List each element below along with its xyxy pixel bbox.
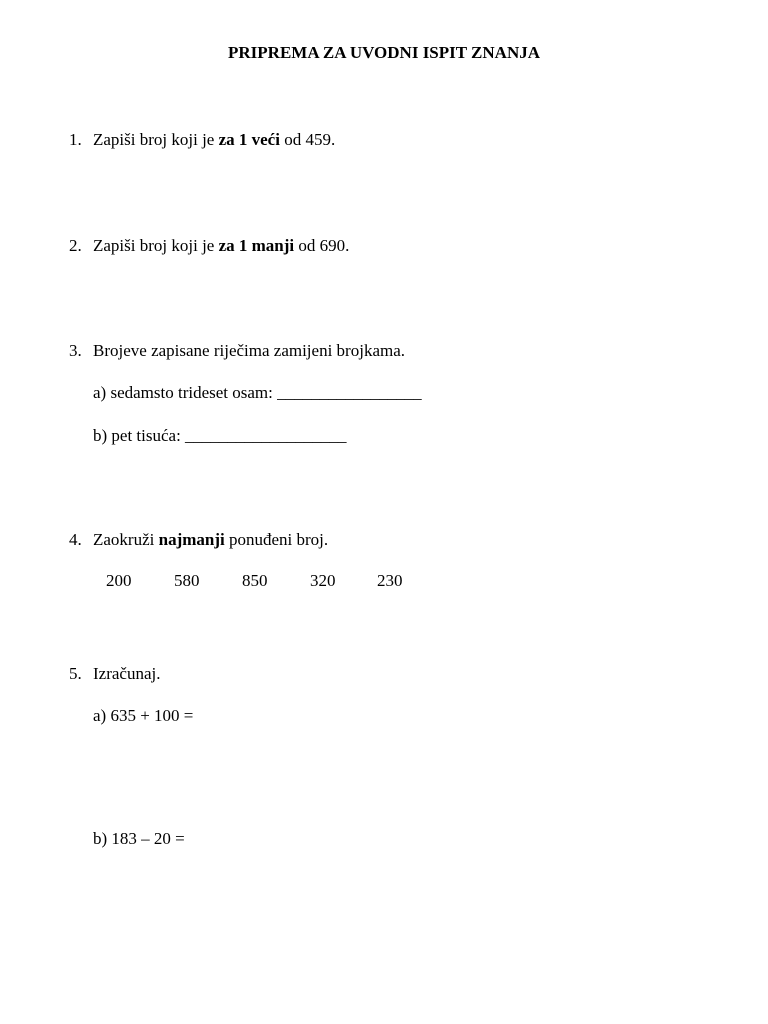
question-2-number: 2. xyxy=(69,236,82,255)
question-4-number: 4. xyxy=(69,530,82,549)
question-3a-line: a) sedamsto trideset osam: _________________ xyxy=(93,383,422,402)
question-3b-line: b) pet tisuća: ___________________ xyxy=(93,426,347,445)
question-2-text xyxy=(93,237,349,254)
choice-number: 200 xyxy=(106,571,132,590)
question-1-number: 1. xyxy=(69,130,82,149)
choice-number: 230 xyxy=(377,571,403,590)
question-2-text-start: Zapiši broj koji je xyxy=(93,236,219,255)
question-5b-line: b) 183 – 20 = xyxy=(93,829,185,848)
choice-number: 320 xyxy=(310,571,336,590)
question-3-number: 3. xyxy=(69,341,82,360)
question-1-text-start: Zapiši broj koji je xyxy=(93,130,219,149)
choice-number: 580 xyxy=(174,571,200,590)
question-1-emphasis: za 1 veći xyxy=(218,130,280,149)
question-5-number: 5. xyxy=(69,664,82,683)
question-2-emphasis: za 1 manji xyxy=(218,236,295,255)
question-4-text xyxy=(93,531,328,548)
question-1-text xyxy=(93,131,335,148)
question-2-text-end: od 690. xyxy=(294,236,350,255)
question-4-text-start: Zaokruži xyxy=(93,530,159,549)
question-5-text: Izračunaj. xyxy=(93,664,161,683)
question-4-emphasis: najmanji xyxy=(158,530,225,549)
question-3-text: Brojeve zapisane riječima zamijeni brojkama. xyxy=(93,341,406,360)
question-4-text-end: ponuđeni broj. xyxy=(224,530,329,549)
question-5a-line: a) 635 + 100 = xyxy=(93,706,194,725)
question-1-text-end: od 459. xyxy=(279,130,336,149)
choice-number: 850 xyxy=(242,571,268,590)
page-title: PRIPREMA ZA UVODNI ISPIT ZNANJA xyxy=(228,43,540,62)
